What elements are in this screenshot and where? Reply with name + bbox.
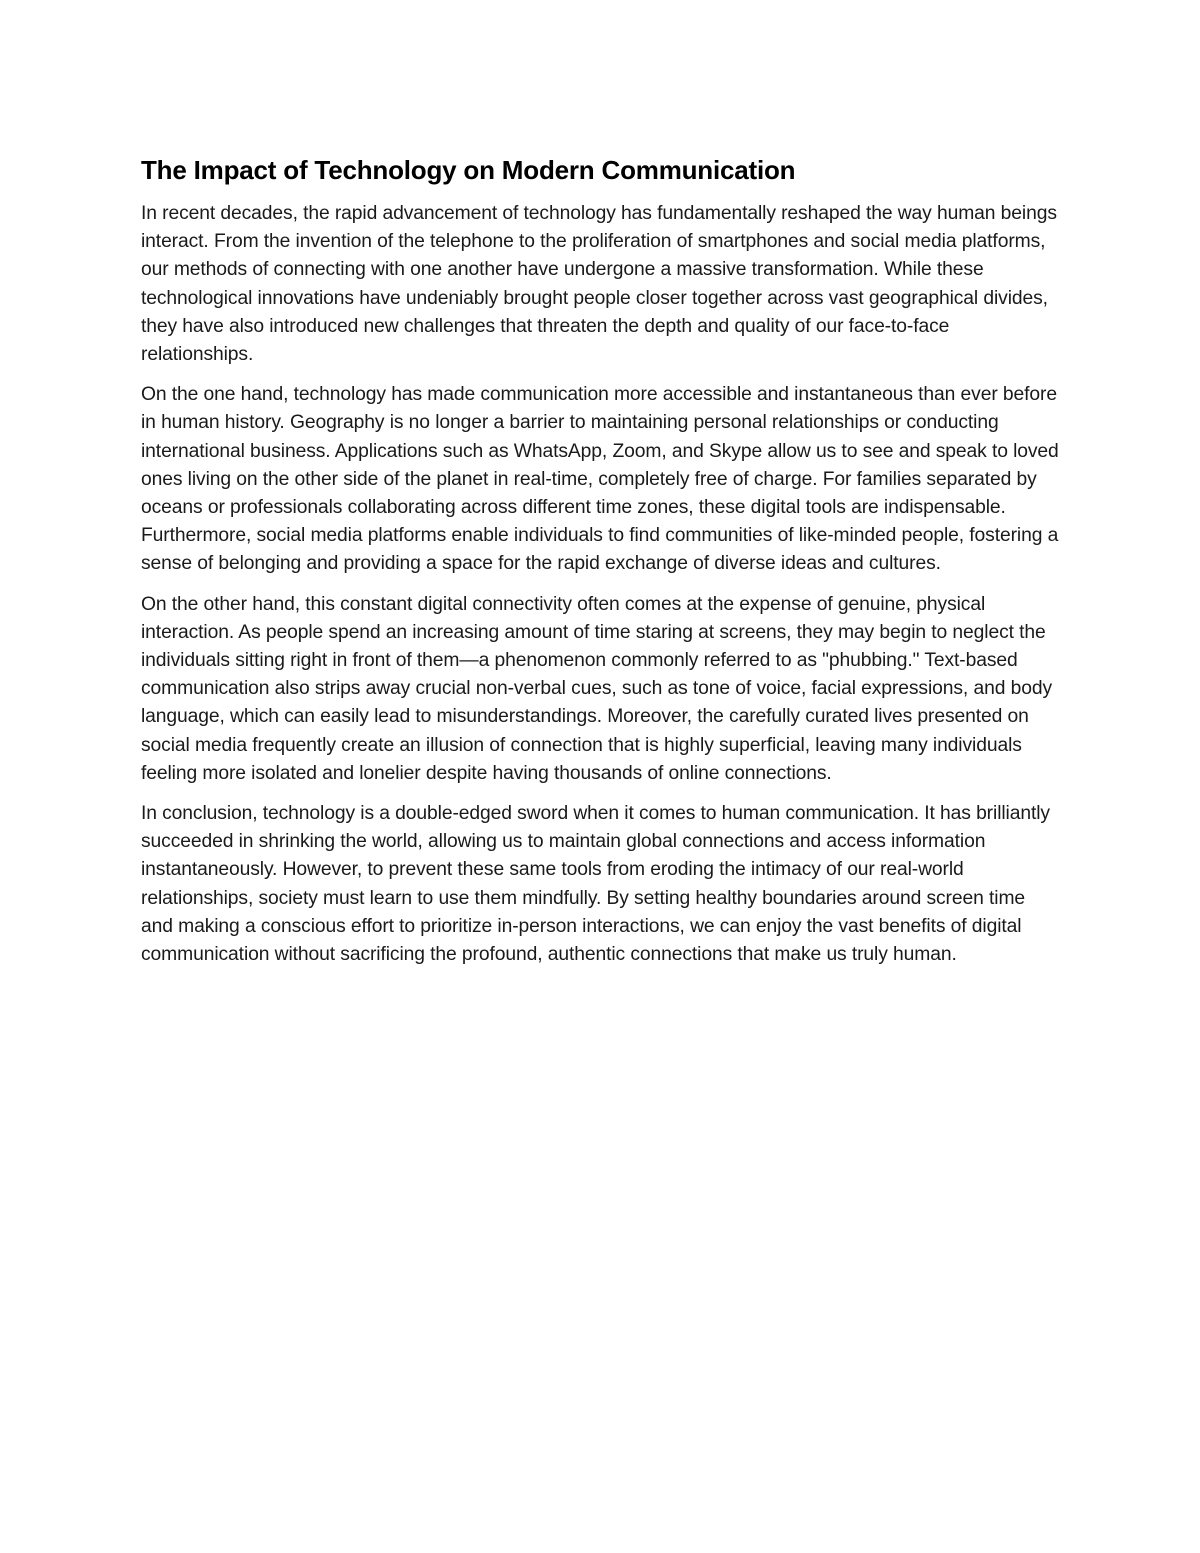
paragraph-drawbacks: On the other hand, this constant digital connectivity often comes at the expense of genuine, physical interaction. As people spend an increasing amount of time staring at screens, they may begin to neglect the individuals sitting right in front of them—a phenomenon commonly referred to as "phubbing." Text-based communication also strips away crucial non-verbal cues, such as tone of voice, facial expressions, and body language, which can easily lead to misunderstandings. Moreover, the carefully curated lives presented on social media frequently create an illusion of connection that is highly superficial, leaving many individuals feeling more isolated and lonelier despite having thousands of online connections. [141, 593, 1052, 784]
document-title: The Impact of Technology on Modern Communication [141, 155, 796, 185]
document-body [141, 152, 1061, 981]
paragraph-introduction: In recent decades, the rapid advancement of technology has fundamentally reshaped the way human beings interact. From the invention of the telephone to the proliferation of smartphones and social media platforms, our methods of connecting with one another have undergone a massive transformation. While these technological innovations have undeniably brought people closer together across vast geographical divides, they have also introduced new challenges that threaten the depth and quality of our face-to-face relationships. [141, 203, 1057, 366]
paragraph-conclusion: In conclusion, technology is a double-edged sword when it comes to human communication. It has brilliantly succeeded in shrinking the world, allowing us to maintain global connections and access information instantaneously. However, to prevent these same tools from eroding the intimacy of our real-world relationships, society must learn to use them mindfully. By setting healthy boundaries around screen time and making a conscious effort to prioritize in-person interactions, we can enjoy the vast benefits of digital communication without sacrificing the profound, authentic connections that make us truly human. [141, 803, 1050, 966]
paragraph-benefits: On the one hand, technology has made communication more accessible and instantaneous than ever before in human history. Geography is no longer a barrier to maintaining personal relationships or conducting international business. Applications such as WhatsApp, Zoom, and Skype allow us to see and speak to loved ones living on the other side of the planet in real-time, completely free of charge. For families separated by oceans or professionals collaborating across different time zones, these digital tools are indispensable. Furthermore, social media platforms enable individuals to find communities of like-minded people, fostering a sense of belonging and providing a space for the rapid exchange of diverse ideas and cultures. [141, 384, 1059, 575]
